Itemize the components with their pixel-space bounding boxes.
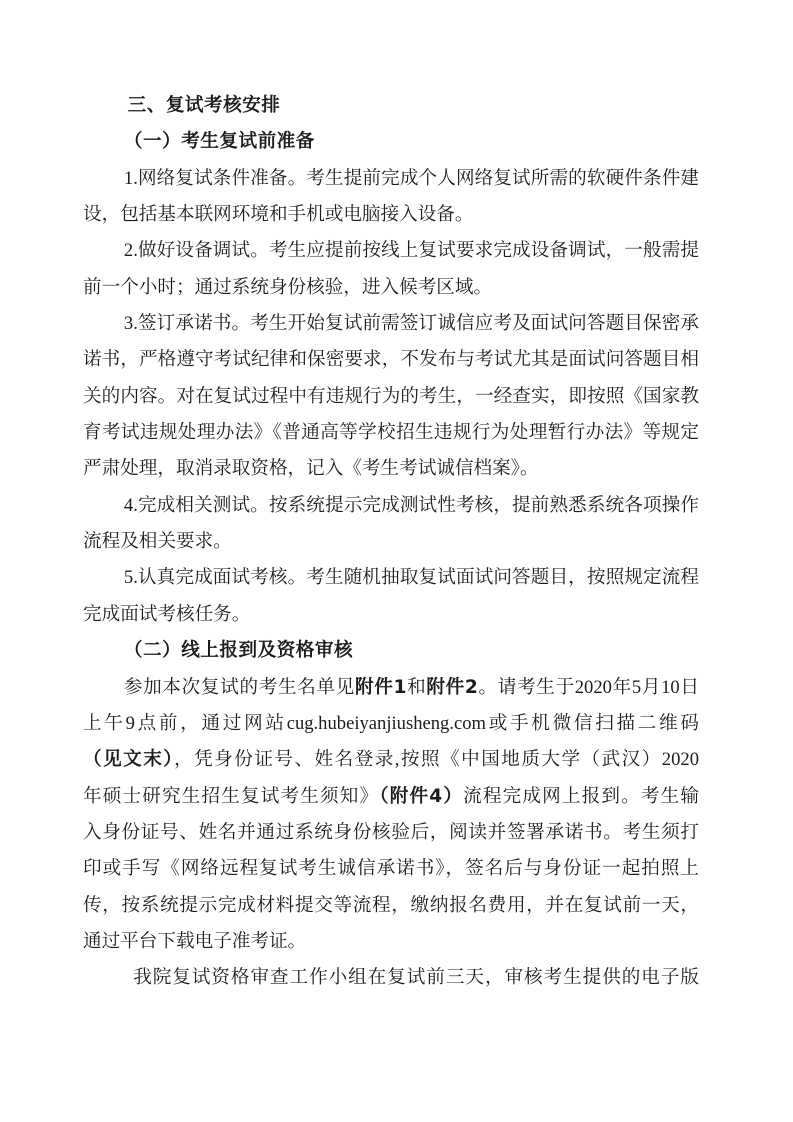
bold-text-run: 附件2 bbox=[426, 676, 478, 698]
text-run: 3.签订承诺书。考生开始复试前需签订诚信应考及面试问答题目保密承 bbox=[123, 313, 699, 335]
paragraph bbox=[83, 233, 699, 306]
text-run: 通过平台下载电子准考证。 bbox=[83, 930, 307, 952]
text-run: 设，包括基本联网环境和手机或电脑接入设备。 bbox=[83, 204, 474, 226]
text-line bbox=[83, 633, 699, 669]
text-run: 诺书，严格遵守考试纪律和保密要求，不发布与考试尤其是面试问答题目相 bbox=[83, 349, 699, 371]
bold-text-run: （见文末） bbox=[83, 749, 175, 771]
text-line bbox=[83, 924, 699, 960]
text-run: 流程完成网上报到。考生输 bbox=[463, 785, 699, 807]
text-run: 关的内容。对在复试过程中有违规行为的考生，一经查实，即按照《国家教 bbox=[83, 385, 699, 407]
text-run: 入身份证号、姓名并通过系统身份核验后，阅读并签署承诺书。考生须打 bbox=[83, 821, 699, 843]
text-line bbox=[83, 124, 699, 160]
text-line bbox=[83, 161, 699, 197]
text-line bbox=[83, 597, 699, 633]
text-run: 完成面试考核任务。 bbox=[83, 603, 251, 625]
paragraph bbox=[83, 670, 699, 961]
text-line bbox=[83, 197, 699, 233]
text-line bbox=[83, 670, 699, 706]
text-run: 流程及相关要求。 bbox=[83, 531, 232, 553]
text-run: （一）考生复试前准备 bbox=[123, 131, 315, 153]
section-heading bbox=[83, 124, 699, 160]
text-line bbox=[83, 306, 699, 342]
text-run: 和 bbox=[406, 676, 427, 698]
text-line bbox=[83, 342, 699, 378]
paragraph bbox=[83, 161, 699, 234]
text-run: 前一个小时；通过系统身份核验，进入候考区域。 bbox=[83, 276, 493, 298]
paragraph bbox=[83, 306, 699, 488]
text-line bbox=[83, 379, 699, 415]
text-line bbox=[83, 706, 699, 742]
text-run: （二）线上报到及资格审核 bbox=[123, 640, 354, 662]
text-line bbox=[83, 88, 699, 124]
text-line bbox=[83, 815, 699, 851]
bold-text-run: （附件4） bbox=[379, 785, 464, 807]
text-line bbox=[83, 524, 699, 560]
bold-text-run: 附件1 bbox=[354, 676, 407, 698]
text-run: 年硕士研究生招生复试考生须知》 bbox=[83, 785, 380, 807]
text-line bbox=[83, 742, 699, 778]
paragraph bbox=[83, 488, 699, 561]
text-run: 印或手写《网络远程复试考生诚信承诺书》，签名后与身份证一起拍照上 bbox=[83, 858, 699, 880]
text-run: 2.做好设备调试。考生应提前按线上复试要求完成设备调试，一般需提 bbox=[123, 240, 699, 262]
text-line bbox=[83, 560, 699, 596]
text-run: 上午9点前，通过网站cug.hubeiyanjiusheng.com或手机微信扫描二维码 bbox=[83, 712, 699, 734]
text-run: 1.网络复试条件准备。考生提前完成个人网络复试所需的软硬件条件建 bbox=[123, 167, 699, 189]
text-line bbox=[83, 960, 699, 996]
section-heading bbox=[83, 633, 699, 669]
section-heading bbox=[83, 88, 699, 124]
text-line bbox=[83, 270, 699, 306]
text-line bbox=[83, 415, 699, 451]
text-run: 参加本次复试的考生名单见 bbox=[123, 676, 355, 698]
text-run: 我院复试资格审查工作小组在复试前三天，审核考生提供的电子版 bbox=[133, 967, 699, 989]
text-run: 传，按系统提示完成材料提交等流程，缴纳报名费用，并在复试前一天， bbox=[83, 894, 699, 916]
text-run: 4.完成相关测试。按系统提示完成测试性考核，提前熟悉系统各项操作 bbox=[123, 494, 699, 516]
paragraph bbox=[83, 960, 699, 996]
text-run: ，凭身份证号、姓名登录,按照《中国地质大学（武汉）2020 bbox=[174, 749, 699, 771]
text-line bbox=[83, 779, 699, 815]
text-line bbox=[83, 488, 699, 524]
text-run: 三、复试考核安排 bbox=[127, 95, 281, 116]
text-line bbox=[83, 233, 699, 269]
text-line bbox=[83, 451, 699, 487]
text-line bbox=[83, 888, 699, 924]
document-body bbox=[83, 88, 699, 997]
text-run: 育考试违规处理办法》《普通高等学校招生违规行为处理暂行办法》等规定 bbox=[83, 422, 699, 444]
paragraph bbox=[83, 560, 699, 633]
text-run: 。请考生于2020年5月10日 bbox=[477, 676, 699, 698]
text-line bbox=[83, 851, 699, 887]
text-run: 5.认真完成面试考核。考生随机抽取复试面试问答题目，按照规定流程 bbox=[123, 567, 699, 589]
text-run: 严肃处理，取消录取资格，记入《考生考试诚信档案》。 bbox=[83, 458, 539, 480]
